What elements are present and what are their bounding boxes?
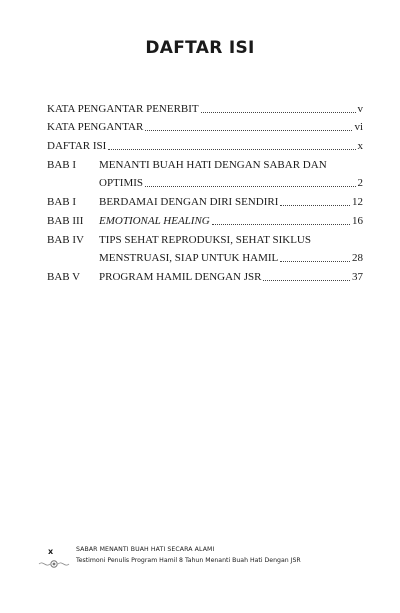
dot-leader [145, 129, 352, 131]
toc-page-number: 2 [357, 177, 363, 190]
toc-entry-kata-pengantar[interactable] [47, 116, 363, 135]
toc-page-number: x [357, 140, 363, 153]
toc-entry-bab-4-line-2[interactable] [47, 247, 363, 266]
toc-page-number: 12 [352, 196, 363, 209]
dot-leader [280, 204, 350, 206]
dot-leader [280, 260, 350, 262]
toc-chapter-label: BAB IV [47, 233, 84, 246]
toc-page-number: 28 [352, 252, 363, 265]
toc-entry-kata-pengantar-penerbit[interactable] [47, 97, 363, 116]
dot-leader [201, 111, 356, 113]
toc-entry-bab-1-berdamai[interactable] [47, 190, 363, 209]
footer-book-title: SABAR MENANTI BUAH HATI SECARA ALAMI [76, 546, 215, 553]
toc-entry-title: BERDAMAI DENGAN DIRI SENDIRI [99, 196, 279, 209]
dot-leader [263, 279, 350, 281]
toc-entry-bab-4-line-1[interactable] [47, 228, 363, 247]
toc-entry-bab-1-line-2[interactable] [47, 172, 363, 191]
toc-entry-bab-5[interactable] [47, 265, 363, 284]
table-of-contents [47, 97, 363, 284]
toc-page-number: v [357, 102, 363, 115]
toc-entry-title: MENANTI BUAH HATI DENGAN SABAR DAN [99, 158, 327, 171]
toc-entry-daftar-isi[interactable] [47, 134, 363, 153]
toc-entry-title: PROGRAM HAMIL DENGAN JSR [99, 270, 262, 283]
toc-chapter-label: BAB III [47, 214, 84, 227]
toc-chapter-label: BAB V [47, 270, 81, 283]
toc-entry-title-continued: OPTIMIS [99, 177, 144, 190]
decorative-flourish-icon [38, 557, 70, 571]
page-footer [38, 545, 368, 575]
toc-entry-bab-1-line-1[interactable] [47, 153, 363, 172]
footer-subtitle: Testimoni Penulis Program Hamil 8 Tahun Menanti Buah Hati Dengan JSR [76, 557, 301, 564]
footer-page-number: x [48, 547, 54, 556]
toc-page-number: vi [354, 121, 363, 134]
toc-entry-title: DAFTAR ISI [47, 140, 107, 153]
toc-entry-title-continued: MENSTRUASI, SIAP UNTUK HAMIL [99, 252, 279, 265]
toc-chapter-label: BAB I [47, 158, 77, 171]
toc-entry-bab-3[interactable] [47, 209, 363, 228]
toc-entry-title: EMOTIONAL HEALING [99, 214, 210, 227]
page-title: DAFTAR ISI [145, 38, 255, 58]
toc-page-number: 16 [352, 214, 363, 227]
toc-entry-title: KATA PENGANTAR [47, 121, 144, 134]
toc-entry-title: KATA PENGANTAR PENERBIT [47, 102, 199, 115]
toc-entry-title: TIPS SEHAT REPRODUKSI, SEHAT SIKLUS [99, 233, 311, 246]
dot-leader [145, 185, 355, 187]
toc-page-number: 37 [352, 270, 363, 283]
dot-leader [212, 223, 350, 225]
dot-leader [108, 148, 355, 150]
toc-chapter-label: BAB I [47, 196, 77, 209]
